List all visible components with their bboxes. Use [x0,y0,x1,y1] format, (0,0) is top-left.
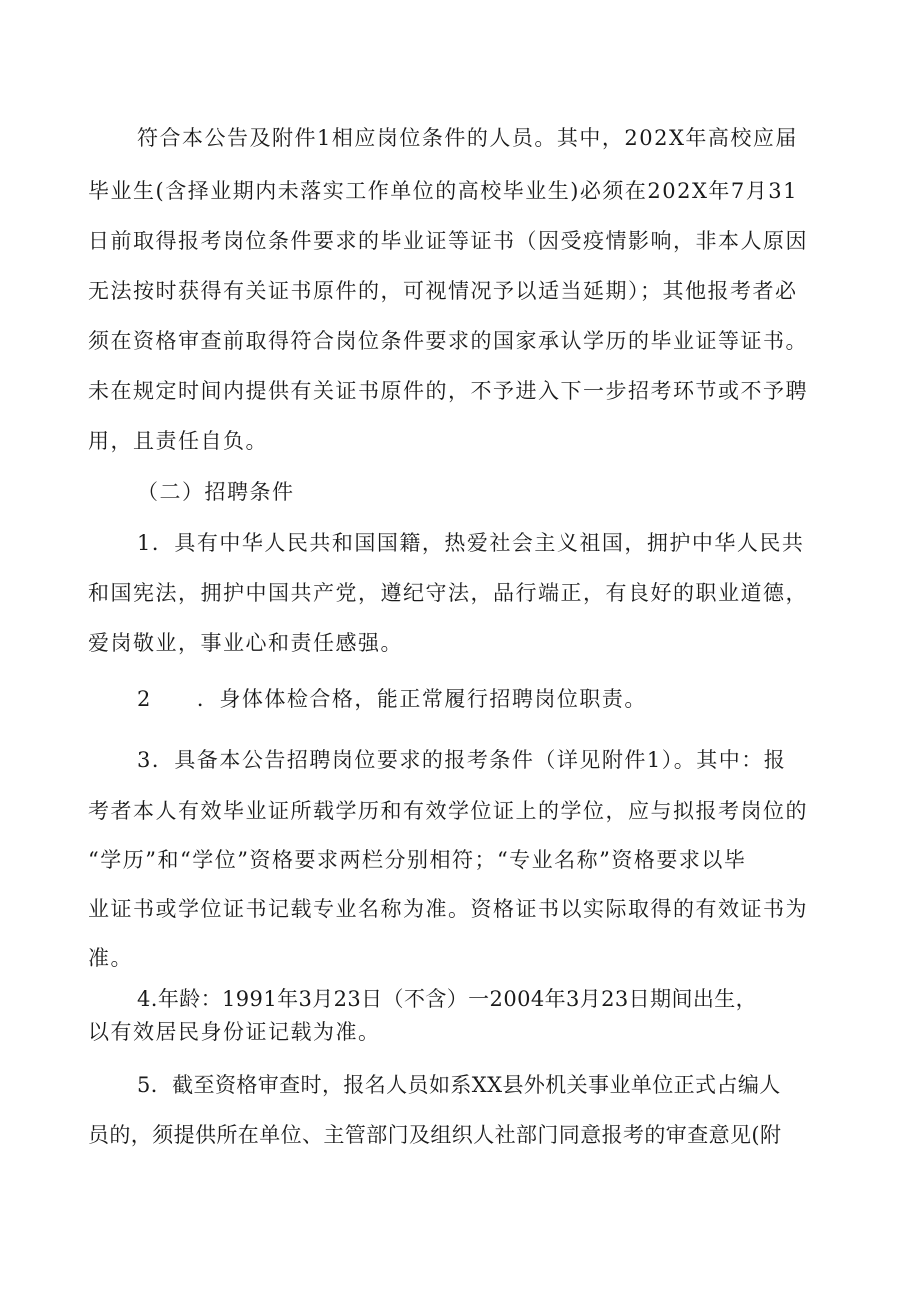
paragraph-line: 须在资格审查前取得符合岗位条件要求的国家承认学历的毕业证等证书。 [88,329,808,353]
paragraph-line: 2 ．身体体检合格，能正常履行招聘岗位职责。 [137,687,647,711]
paragraph-line: 员的，须提供所在单位、主管部门及组织人社部门同意报考的审查意见(附 [88,1123,782,1147]
paragraph-line: 爱岗敬业，事业心和责任感强。 [88,631,403,655]
paragraph-line: 未在规定时间内提供有关证书原件的，不予进入下一步招考环节或不予聘 [88,379,808,403]
paragraph-line: 业证书或学位证书记载专业名称为准。资格证书以实际取得的有效证书为 [88,897,808,921]
paragraph-line: “学历”和“学位”资格要求两栏分别相符；“专业名称”资格要求以毕 [88,848,747,872]
paragraph-line: 和国宪法，拥护中国共产党，遵纪守法，品行端正，有良好的职业道德， [88,581,808,605]
paragraph-line: 准。 [88,946,133,970]
paragraph-line: 考者本人有效毕业证所载学历和有效学位证上的学位，应与拟报考岗位的 [88,799,808,823]
paragraph-line: 毕业生(含择业期内未落实工作单位的高校毕业生)必须在202X年7月31 [88,179,798,203]
paragraph-line: 符合本公告及附件1相应岗位条件的人员。其中，202X年高校应届 [137,126,798,150]
paragraph-line: 3．具备本公告招聘岗位要求的报考条件（详见附件1）。其中：报 [137,748,787,772]
paragraph-line: 5．截至资格审查时，报名人员如系XX县外机关事业单位正式占编人 [137,1073,781,1097]
paragraph-line: 1．具有中华人民共和国国籍，热爱社会主义祖国，拥护中华人民共 [137,531,805,555]
paragraph-line: 以有效居民身份证记载为准。 [88,1020,381,1044]
paragraph-line: 4.年龄：1991年3月23日（不含）一2004年3月23日期间出生， [137,987,758,1011]
section-heading: （二）招聘条件 [137,480,295,504]
paragraph-line: 无法按时获得有关证书原件的，可视情况予以适当延期）；其他报考者必 [88,279,798,303]
paragraph-line: 日前取得报考岗位条件要求的毕业证等证书（因受疫情影响，非本人原因 [88,229,808,253]
paragraph-line: 用，且责任自负。 [88,429,268,453]
